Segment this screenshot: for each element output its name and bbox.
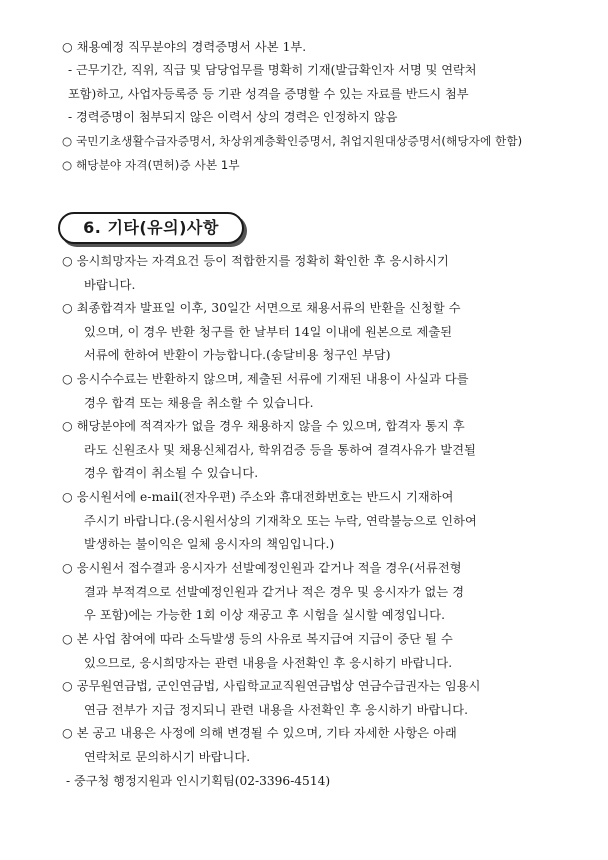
text-line: 라도 신원조사 및 채용신체검사, 학위검증 등을 통하여 결격사유가 발견될	[84, 442, 476, 457]
text-line: - 근무기간, 직위, 직급 및 담당업무를 명확히 기재(발급확인자 서명 및 연락처	[68, 63, 477, 77]
note-item	[62, 722, 552, 769]
text-line: 연금 전부가 지급 정지되니 관련 내용을 사전확인 후 응시하기 바랍니다.	[84, 702, 469, 717]
text-line: ○ 국민기초생활수급자증명서, 차상위계층확인증명서, 취업지원대상증명서(해당자에 한함)	[62, 134, 523, 148]
text-line: ○ 응시희망자는 자격요건 등이 적합한지를 정확히 확인한 후 응시하시기	[62, 254, 449, 268]
text-line: ○ 해당분야 자격(면허)증 사본 1부	[62, 158, 240, 172]
note-item	[62, 486, 552, 557]
text-line: 주시기 바랍니다.(응시원서상의 기재착오 또는 누락, 연락불능으로 인하여	[84, 513, 477, 528]
list-item-career-note	[68, 106, 552, 130]
text-line: ○ 공무원연금법, 군인연금법, 사립학교교직원연금법상 연금수급권자는 임용시	[62, 679, 481, 693]
text-line: ○ 응시수수료는 반환하지 않으며, 제출된 서류에 기재된 내용이 사실과 다를	[62, 372, 469, 386]
text-line: 서류에 한하여 반환이 가능합니다.(송달비용 청구인 부담)	[84, 348, 391, 362]
text-line: 연락처로 문의하시기 바랍니다.	[84, 749, 251, 764]
list-item-license-copy	[62, 154, 552, 178]
text-line: - 경력증명이 첨부되지 않은 이력서 상의 경력은 인정하지 않음	[68, 110, 398, 124]
note-item	[62, 297, 552, 368]
note-item	[62, 415, 552, 486]
text-line: 바랍니다.	[84, 277, 136, 292]
note-item	[62, 628, 552, 675]
text-line: ○ 최종합격자 발표일 이후, 30일간 서면으로 채용서류의 반환을 신청할 수	[62, 301, 461, 315]
list-item-career-certificate	[62, 36, 552, 60]
text-line: ○ 응시원서에 e-mail(전자우편) 주소와 휴대전화번호는 반드시 기재하여	[62, 490, 454, 504]
text-line: 발생하는 불이익은 일체 응시자의 책임입니다.)	[84, 537, 335, 551]
list-item-career-detail	[68, 59, 552, 106]
text-line: 포함)하고, 사업자등록증 등 기관 성격을 증명할 수 있는 자료를 반드시 첨부	[68, 86, 469, 101]
text-line: 경우 합격 또는 채용을 취소할 수 있습니다.	[84, 395, 314, 410]
text-line: 결과 부적격으로 선발예정인원과 같거나 적은 경우 및 응시자가 없는 경	[84, 584, 465, 599]
text-line: ○ 채용예정 직무분야의 경력증명서 사본 1부.	[62, 40, 307, 54]
note-item	[62, 250, 552, 297]
section-header-box	[58, 212, 244, 244]
note-item	[62, 675, 552, 722]
text-line: ○ 본 사업 참여에 따라 소득발생 등의 사유로 복지급여 지급이 중단 될 수	[62, 632, 453, 646]
text-line: 있으며, 이 경우 반환 청구를 한 날부터 14일 이내에 원본으로 제출된	[84, 324, 453, 339]
text-line: ○ 해당분야에 적격자가 없을 경우 채용하지 않을 수 있으며, 합격자 통지 후	[62, 419, 465, 433]
text-line: 있으므로, 응시희망자는 관련 내용을 사전확인 후 응시하기 바랍니다.	[84, 655, 453, 670]
contact-text: - 중구청 행정지원과 인시기획팀(02-3396-4514)	[66, 774, 331, 788]
note-item	[62, 557, 552, 628]
text-line: ○ 본 공고 내용은 사정에 의해 변경될 수 있으며, 기타 자세한 사항은 아래	[62, 726, 457, 740]
text-line: 우 포함)에는 가능한 1회 이상 재공고 후 시험을 실시할 예정입니다.	[84, 608, 446, 622]
text-line: ○ 응시원서 접수결과 응시자가 선발예정인원과 같거나 적을 경우(서류전형	[62, 561, 462, 575]
note-item	[62, 368, 552, 415]
text-line: 경우 합격이 취소될 수 있습니다.	[84, 466, 259, 480]
list-item-welfare-certificate	[62, 130, 552, 154]
section-title: 6. 기타(유의)사항	[83, 218, 219, 237]
contact-line	[66, 770, 550, 794]
